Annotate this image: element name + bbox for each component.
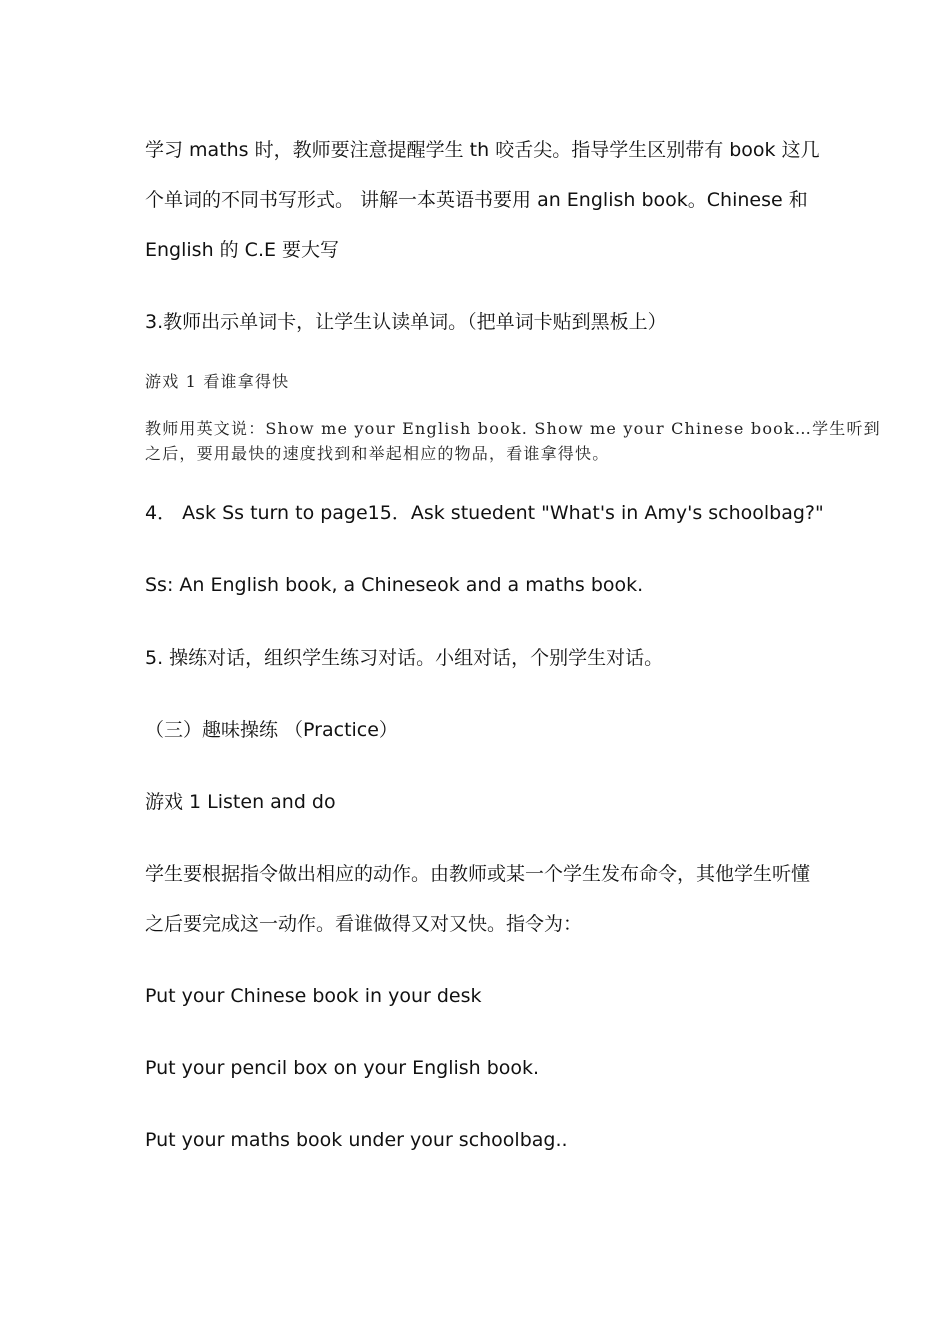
instructions-line2: 之后要完成这一动作。看谁做得又对又快。指令为： — [145, 913, 583, 935]
section3-heading: （三）趣味操练 （Practice） — [145, 719, 398, 741]
step5-text: 5. 操练对话，组织学生练习对话。小组对话，个别学生对话。 — [145, 647, 664, 669]
game1-desc-line1: 教师用英文说：Show me your English book. Show me your Chinese book…学生听到 — [145, 419, 881, 438]
paragraph1-line1: 学习 maths 时，教师要注意提醒学生 th 咬舌尖。指导学生区别带有 book 这几 — [145, 139, 820, 161]
step4-text: 4． Ask Ss turn to page15．Ask stuedent "What's in Amy's schoolbag?" — [145, 502, 824, 524]
paragraph1-line2: 个单词的不同书写形式。 讲解一本英语书要用 an English book。Chinese 和 — [145, 189, 808, 211]
instructions-line1: 学生要根据指令做出相应的动作。由教师或某一个学生发布命令，其他学生听懂 — [145, 863, 811, 885]
command-2: Put your pencil box on your English book. — [145, 1057, 540, 1079]
step3-text: 3.教师出示单词卡，让学生认读单词。（把单词卡贴到黑板上） — [145, 311, 667, 333]
paragraph1-line3: English 的 C.E 要大写 — [145, 239, 340, 261]
game1-desc-line2: 之后，要用最快的速度找到和举起相应的物品，看谁拿得快。 — [145, 444, 610, 463]
game-listen-title: 游戏 1 Listen and do — [145, 791, 336, 813]
game1-title: 游戏 1 看谁拿得快 — [145, 372, 290, 391]
command-1: Put your Chinese book in your desk — [145, 985, 482, 1007]
command-3: Put your maths book under your schoolbag.. — [145, 1129, 568, 1151]
ss-answer-text: Ss: An English book, a Chineseok and a maths book. — [145, 574, 644, 596]
